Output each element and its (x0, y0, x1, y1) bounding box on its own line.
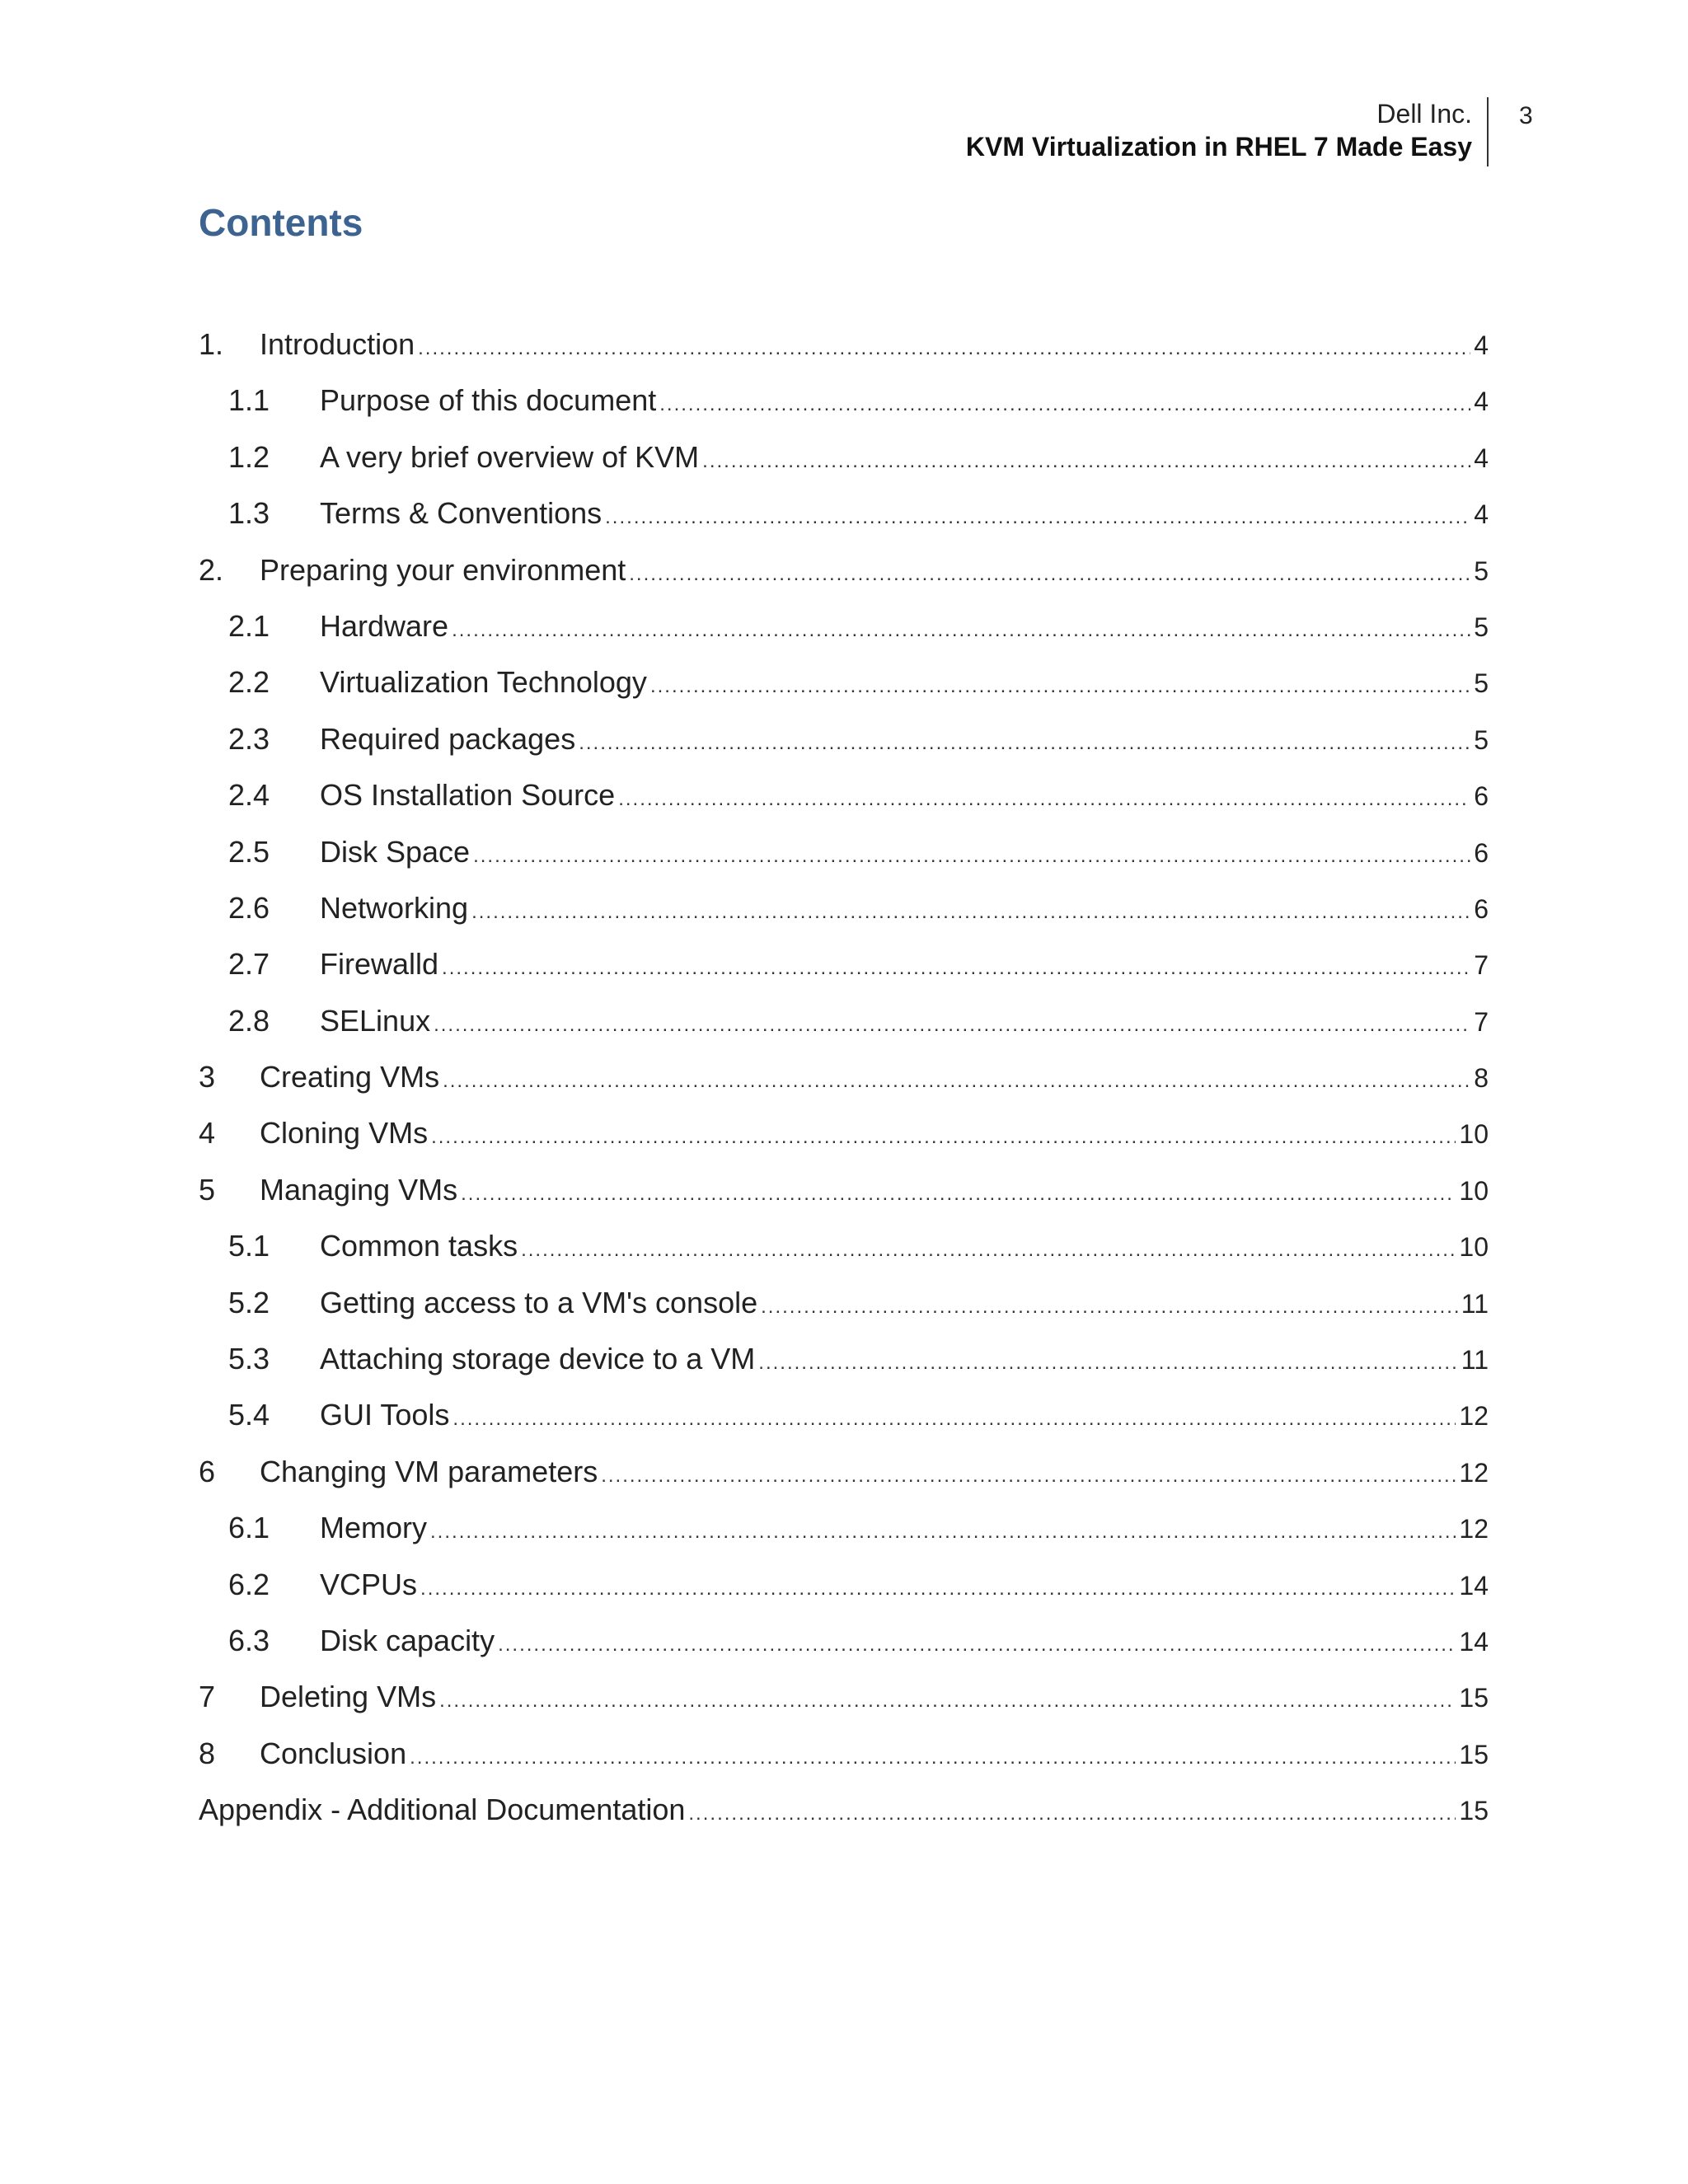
toc-entry[interactable] (199, 1226, 1489, 1282)
toc-entry-number: 5.4 (228, 1398, 270, 1432)
toc-entry-number: 1.1 (228, 383, 270, 418)
toc-entry-title[interactable]: Getting access to a VM's console (320, 1285, 758, 1319)
toc-entry-page[interactable]: 4 (1474, 443, 1489, 473)
toc-entry-page[interactable]: 15 (1459, 1739, 1489, 1769)
toc-entry[interactable] (199, 1169, 1489, 1226)
toc-entry-title[interactable]: Disk capacity (320, 1623, 495, 1657)
toc-entry-number: 7 (199, 1680, 216, 1714)
toc-entry-number: 6.1 (228, 1511, 270, 1545)
toc-entry[interactable] (199, 1113, 1489, 1169)
toc-dot-leader (452, 1399, 1456, 1440)
toc-entry-title[interactable]: SELinux (320, 1003, 431, 1038)
toc-entry-page[interactable]: 5 (1474, 612, 1489, 642)
toc-entry-number: 2.2 (228, 665, 270, 700)
toc-entry-page[interactable]: 5 (1474, 724, 1489, 755)
toc-entry-number: 6.2 (228, 1567, 270, 1601)
toc-entry-page[interactable]: 11 (1461, 1345, 1489, 1376)
toc-entry[interactable] (199, 324, 1489, 380)
toc-entry-number: 1.3 (228, 496, 270, 531)
toc-dot-leader (650, 666, 1470, 707)
toc-entry-title[interactable]: Networking (320, 890, 469, 925)
toc-entry[interactable] (199, 1620, 1489, 1676)
toc-entry[interactable] (199, 1564, 1489, 1620)
toc-dot-leader (434, 1005, 1470, 1046)
toc-dot-leader (461, 1174, 1456, 1215)
toc-entry-page[interactable]: 8 (1474, 1063, 1489, 1094)
toc-entry-number: 4 (199, 1116, 216, 1151)
toc-dot-leader (443, 1061, 1470, 1102)
toc-dot-leader (629, 554, 1470, 595)
header-company: Dell Inc. (1376, 99, 1472, 129)
table-of-contents (199, 324, 1489, 1846)
toc-entry[interactable] (199, 1282, 1489, 1338)
toc-entry-page[interactable]: 10 (1459, 1232, 1489, 1263)
toc-entry-title[interactable]: Memory (320, 1511, 428, 1545)
toc-dot-leader (618, 779, 1470, 820)
toc-entry[interactable] (199, 1507, 1489, 1563)
toc-dot-leader (430, 1511, 1456, 1553)
toc-dot-leader (605, 497, 1470, 538)
toc-entry-page[interactable]: 12 (1459, 1457, 1489, 1488)
toc-dot-leader (442, 948, 1470, 989)
toc-entry[interactable] (199, 1733, 1489, 1789)
toc-entry-page[interactable]: 15 (1459, 1796, 1489, 1826)
toc-entry-page[interactable]: 7 (1474, 950, 1489, 981)
toc-entry-title[interactable]: VCPUs (320, 1567, 418, 1601)
toc-dot-leader (410, 1737, 1456, 1779)
toc-entry-page[interactable]: 15 (1459, 1683, 1489, 1713)
toc-entry-title[interactable]: Deleting VMs (260, 1680, 437, 1714)
toc-entry-number: 8 (199, 1736, 216, 1770)
toc-entry-page[interactable]: 6 (1474, 893, 1489, 924)
toc-entry-page[interactable]: 5 (1474, 555, 1489, 586)
toc-entry-title[interactable]: OS Installation Source (320, 778, 616, 813)
toc-entry[interactable] (199, 550, 1489, 606)
toc-entry-title[interactable]: GUI Tools (320, 1398, 450, 1432)
toc-dot-leader (579, 723, 1470, 764)
toc-entry-page[interactable]: 14 (1459, 1626, 1489, 1657)
header-document-title: KVM Virtualization in RHEL 7 Made Easy (965, 132, 1472, 162)
toc-entry-number: 2.8 (228, 1003, 270, 1038)
toc-entry[interactable] (199, 1001, 1489, 1057)
toc-entry[interactable] (199, 832, 1489, 888)
page-number: 3 (1519, 102, 1533, 129)
toc-entry-page[interactable]: 10 (1459, 1119, 1489, 1150)
toc-entry-number: 5.1 (228, 1229, 270, 1263)
toc-dot-leader (431, 1117, 1456, 1158)
toc-dot-leader (439, 1680, 1456, 1722)
toc-entry[interactable] (199, 944, 1489, 1000)
toc-dot-leader (521, 1230, 1456, 1271)
toc-entry[interactable] (199, 1338, 1489, 1394)
toc-entry-page[interactable]: 14 (1459, 1570, 1489, 1601)
toc-entry-number: 2.4 (228, 778, 270, 813)
toc-dot-leader (758, 1343, 1457, 1384)
toc-entry-title[interactable]: Purpose of this document (320, 383, 657, 418)
toc-entry[interactable] (199, 1676, 1489, 1732)
toc-dot-leader (471, 892, 1470, 933)
toc-entry-title[interactable]: Creating VMs (260, 1060, 440, 1094)
toc-entry-page[interactable]: 12 (1459, 1401, 1489, 1432)
contents-heading: Contents (199, 201, 363, 244)
toc-entry-number: 1.2 (228, 439, 270, 474)
toc-entry-number: 2. (199, 552, 224, 587)
toc-entry-number: 5.3 (228, 1342, 270, 1376)
toc-entry[interactable] (199, 437, 1489, 493)
toc-dot-leader (473, 836, 1470, 877)
toc-entry-page[interactable]: 11 (1461, 1288, 1489, 1319)
toc-entry-title[interactable]: Firewalld (320, 947, 439, 982)
toc-entry-number: 2.7 (228, 947, 270, 982)
toc-entry-title[interactable]: A very brief overview of KVM (320, 439, 700, 474)
toc-entry-title[interactable]: Conclusion (260, 1736, 407, 1770)
toc-entry[interactable] (199, 888, 1489, 944)
toc-entry-page[interactable]: 6 (1474, 781, 1489, 812)
toc-entry-page[interactable]: 10 (1459, 1175, 1489, 1206)
toc-dot-leader (688, 1793, 1456, 1835)
toc-entry[interactable] (199, 662, 1489, 718)
toc-entry-title[interactable]: Introduction (260, 327, 415, 361)
toc-dot-leader (659, 384, 1470, 425)
toc-entry-page[interactable]: 4 (1474, 499, 1489, 530)
toc-entry[interactable] (199, 1057, 1489, 1113)
toc-entry-page[interactable]: 6 (1474, 837, 1489, 868)
toc-entry-number: 2.1 (228, 608, 270, 643)
toc-entry-page[interactable]: 4 (1474, 387, 1489, 417)
toc-entry-number: 2.3 (228, 721, 270, 756)
toc-entry-page[interactable]: 7 (1474, 1006, 1489, 1037)
toc-entry[interactable] (199, 775, 1489, 831)
toc-entry-title[interactable]: Cloning VMs (260, 1116, 429, 1151)
toc-entry-number: 5 (199, 1172, 216, 1207)
toc-entry-number: 2.6 (228, 890, 270, 925)
toc-entry-number: 6 (199, 1454, 216, 1488)
toc-entry-title[interactable]: Managing VMs (260, 1172, 458, 1207)
toc-entry[interactable] (199, 380, 1489, 436)
toc-entry[interactable] (199, 719, 1489, 775)
toc-dot-leader (452, 610, 1470, 651)
toc-entry-number: 3 (199, 1060, 216, 1094)
toc-dot-leader (702, 441, 1470, 482)
toc-entry-title[interactable]: Disk Space (320, 834, 471, 869)
toc-entry-page[interactable]: 12 (1459, 1514, 1489, 1544)
toc-entry-title[interactable]: Required packages (320, 721, 576, 756)
toc-dot-leader (498, 1624, 1456, 1666)
toc-entry-title[interactable]: Hardware (320, 608, 449, 643)
toc-entry-title[interactable]: Preparing your environment (260, 552, 626, 587)
toc-entry-number: 6.3 (228, 1623, 270, 1657)
toc-entry-title[interactable]: Common tasks (320, 1229, 518, 1263)
toc-entry-title[interactable]: Changing VM parameters (260, 1454, 598, 1488)
toc-entry-title[interactable]: Terms & Conventions (320, 496, 603, 531)
toc-entry-number: 2.5 (228, 834, 270, 869)
toc-entry-title[interactable]: Attaching storage device to a VM (320, 1342, 756, 1376)
toc-entry[interactable] (199, 1789, 1489, 1845)
toc-entry-number: 5.2 (228, 1285, 270, 1319)
toc-entry-page[interactable]: 5 (1474, 668, 1489, 699)
toc-entry[interactable] (199, 606, 1489, 662)
toc-entry-title[interactable]: Appendix - Additional Documentation (199, 1793, 686, 1827)
toc-entry-title[interactable]: Virtualization Technology (320, 665, 647, 700)
toc-dot-leader (420, 1568, 1456, 1610)
toc-entry[interactable] (199, 1394, 1489, 1451)
toc-dot-leader (418, 328, 1470, 369)
toc-entry-page[interactable]: 4 (1474, 330, 1489, 360)
toc-entry[interactable] (199, 493, 1489, 549)
running-header (966, 97, 1489, 166)
toc-entry[interactable] (199, 1451, 1489, 1507)
toc-dot-leader (601, 1455, 1456, 1497)
toc-dot-leader (761, 1286, 1458, 1328)
toc-entry-number: 1. (199, 327, 224, 361)
